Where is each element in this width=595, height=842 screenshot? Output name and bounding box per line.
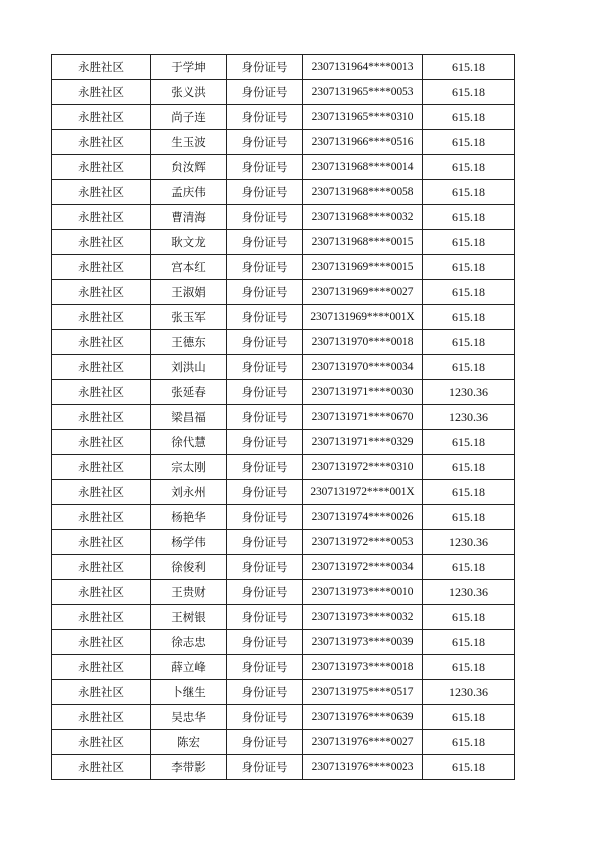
amount-cell: 615.18 bbox=[423, 180, 515, 205]
table-row bbox=[52, 305, 515, 330]
table-row bbox=[52, 55, 515, 80]
id-type-cell: 身份证号 bbox=[227, 605, 303, 630]
id-type-cell: 身份证号 bbox=[227, 755, 303, 780]
community-cell: 永胜社区 bbox=[52, 705, 151, 730]
name-cell: 徐俊利 bbox=[151, 555, 227, 580]
name-cell: 吴忠华 bbox=[151, 705, 227, 730]
table-row bbox=[52, 355, 515, 380]
community-cell: 永胜社区 bbox=[52, 205, 151, 230]
id-number-cell: 2307131972****0310 bbox=[303, 455, 423, 480]
community-cell: 永胜社区 bbox=[52, 405, 151, 430]
name-cell: 张玉军 bbox=[151, 305, 227, 330]
community-cell: 永胜社区 bbox=[52, 630, 151, 655]
table-row bbox=[52, 505, 515, 530]
amount-cell: 615.18 bbox=[423, 755, 515, 780]
amount-cell: 615.18 bbox=[423, 505, 515, 530]
table-row bbox=[52, 480, 515, 505]
community-cell: 永胜社区 bbox=[52, 105, 151, 130]
id-type-cell: 身份证号 bbox=[227, 530, 303, 555]
table-row bbox=[52, 730, 515, 755]
table-row bbox=[52, 180, 515, 205]
amount-cell: 615.18 bbox=[423, 80, 515, 105]
amount-cell: 615.18 bbox=[423, 355, 515, 380]
amount-cell: 615.18 bbox=[423, 130, 515, 155]
name-cell: 王树银 bbox=[151, 605, 227, 630]
id-type-cell: 身份证号 bbox=[227, 405, 303, 430]
id-number-cell: 2307131974****0026 bbox=[303, 505, 423, 530]
table-body bbox=[52, 55, 515, 780]
community-cell: 永胜社区 bbox=[52, 480, 151, 505]
community-cell: 永胜社区 bbox=[52, 155, 151, 180]
id-type-cell: 身份证号 bbox=[227, 80, 303, 105]
name-cell: 刘永州 bbox=[151, 480, 227, 505]
id-number-cell: 2307131968****0058 bbox=[303, 180, 423, 205]
table-row bbox=[52, 755, 515, 780]
community-cell: 永胜社区 bbox=[52, 680, 151, 705]
community-cell: 永胜社区 bbox=[52, 755, 151, 780]
table-row bbox=[52, 455, 515, 480]
id-number-cell: 2307131965****0310 bbox=[303, 105, 423, 130]
name-cell: 徐志忠 bbox=[151, 630, 227, 655]
community-cell: 永胜社区 bbox=[52, 355, 151, 380]
subsidy-roster-table bbox=[51, 54, 515, 780]
id-type-cell: 身份证号 bbox=[227, 705, 303, 730]
name-cell: 张义洪 bbox=[151, 80, 227, 105]
id-type-cell: 身份证号 bbox=[227, 155, 303, 180]
name-cell: 卜继生 bbox=[151, 680, 227, 705]
table-row bbox=[52, 155, 515, 180]
id-type-cell: 身份证号 bbox=[227, 205, 303, 230]
name-cell: 于学坤 bbox=[151, 55, 227, 80]
table-row bbox=[52, 530, 515, 555]
id-type-cell: 身份证号 bbox=[227, 305, 303, 330]
id-type-cell: 身份证号 bbox=[227, 230, 303, 255]
id-number-cell: 2307131970****0018 bbox=[303, 330, 423, 355]
id-type-cell: 身份证号 bbox=[227, 105, 303, 130]
id-number-cell: 2307131973****0039 bbox=[303, 630, 423, 655]
table-row bbox=[52, 255, 515, 280]
table-row bbox=[52, 680, 515, 705]
id-number-cell: 2307131969****0027 bbox=[303, 280, 423, 305]
name-cell: 宗太刚 bbox=[151, 455, 227, 480]
id-number-cell: 2307131970****0034 bbox=[303, 355, 423, 380]
name-cell: 刘洪山 bbox=[151, 355, 227, 380]
community-cell: 永胜社区 bbox=[52, 180, 151, 205]
amount-cell: 1230.36 bbox=[423, 530, 515, 555]
table-row bbox=[52, 605, 515, 630]
table-row bbox=[52, 330, 515, 355]
name-cell: 杨学伟 bbox=[151, 530, 227, 555]
amount-cell: 615.18 bbox=[423, 705, 515, 730]
id-type-cell: 身份证号 bbox=[227, 655, 303, 680]
id-number-cell: 2307131976****0023 bbox=[303, 755, 423, 780]
table-row bbox=[52, 280, 515, 305]
id-type-cell: 身份证号 bbox=[227, 455, 303, 480]
amount-cell: 1230.36 bbox=[423, 380, 515, 405]
id-number-cell: 2307131972****0034 bbox=[303, 555, 423, 580]
id-number-cell: 2307131976****0027 bbox=[303, 730, 423, 755]
name-cell: 宫本红 bbox=[151, 255, 227, 280]
amount-cell: 615.18 bbox=[423, 330, 515, 355]
id-type-cell: 身份证号 bbox=[227, 505, 303, 530]
amount-cell: 1230.36 bbox=[423, 580, 515, 605]
id-type-cell: 身份证号 bbox=[227, 280, 303, 305]
table-row bbox=[52, 380, 515, 405]
community-cell: 永胜社区 bbox=[52, 655, 151, 680]
name-cell: 尚子连 bbox=[151, 105, 227, 130]
name-cell: 曹清海 bbox=[151, 205, 227, 230]
community-cell: 永胜社区 bbox=[52, 580, 151, 605]
id-number-cell: 2307131968****0032 bbox=[303, 205, 423, 230]
community-cell: 永胜社区 bbox=[52, 605, 151, 630]
community-cell: 永胜社区 bbox=[52, 305, 151, 330]
id-type-cell: 身份证号 bbox=[227, 380, 303, 405]
id-number-cell: 2307131968****0014 bbox=[303, 155, 423, 180]
community-cell: 永胜社区 bbox=[52, 280, 151, 305]
id-number-cell: 2307131969****001X bbox=[303, 305, 423, 330]
community-cell: 永胜社区 bbox=[52, 230, 151, 255]
table-row bbox=[52, 130, 515, 155]
id-type-cell: 身份证号 bbox=[227, 255, 303, 280]
id-number-cell: 2307131968****0015 bbox=[303, 230, 423, 255]
amount-cell: 1230.36 bbox=[423, 405, 515, 430]
id-type-cell: 身份证号 bbox=[227, 680, 303, 705]
community-cell: 永胜社区 bbox=[52, 455, 151, 480]
amount-cell: 615.18 bbox=[423, 255, 515, 280]
community-cell: 永胜社区 bbox=[52, 530, 151, 555]
table-row bbox=[52, 555, 515, 580]
amount-cell: 615.18 bbox=[423, 230, 515, 255]
amount-cell: 615.18 bbox=[423, 155, 515, 180]
name-cell: 耿文龙 bbox=[151, 230, 227, 255]
id-type-cell: 身份证号 bbox=[227, 180, 303, 205]
name-cell: 陈宏 bbox=[151, 730, 227, 755]
amount-cell: 615.18 bbox=[423, 630, 515, 655]
id-type-cell: 身份证号 bbox=[227, 630, 303, 655]
amount-cell: 615.18 bbox=[423, 280, 515, 305]
id-number-cell: 2307131966****0516 bbox=[303, 130, 423, 155]
amount-cell: 615.18 bbox=[423, 105, 515, 130]
community-cell: 永胜社区 bbox=[52, 130, 151, 155]
amount-cell: 615.18 bbox=[423, 430, 515, 455]
id-type-cell: 身份证号 bbox=[227, 355, 303, 380]
name-cell: 薛立峰 bbox=[151, 655, 227, 680]
name-cell: 孟庆伟 bbox=[151, 180, 227, 205]
id-number-cell: 2307131973****0010 bbox=[303, 580, 423, 605]
community-cell: 永胜社区 bbox=[52, 555, 151, 580]
name-cell: 王淑娟 bbox=[151, 280, 227, 305]
community-cell: 永胜社区 bbox=[52, 80, 151, 105]
name-cell: 生玉波 bbox=[151, 130, 227, 155]
amount-cell: 615.18 bbox=[423, 605, 515, 630]
id-number-cell: 2307131973****0032 bbox=[303, 605, 423, 630]
community-cell: 永胜社区 bbox=[52, 380, 151, 405]
id-type-cell: 身份证号 bbox=[227, 330, 303, 355]
id-type-cell: 身份证号 bbox=[227, 580, 303, 605]
amount-cell: 615.18 bbox=[423, 480, 515, 505]
table-row bbox=[52, 205, 515, 230]
amount-cell: 615.18 bbox=[423, 655, 515, 680]
table-row bbox=[52, 630, 515, 655]
id-number-cell: 2307131969****0015 bbox=[303, 255, 423, 280]
amount-cell: 615.18 bbox=[423, 455, 515, 480]
id-number-cell: 2307131971****0670 bbox=[303, 405, 423, 430]
id-number-cell: 2307131973****0018 bbox=[303, 655, 423, 680]
amount-cell: 1230.36 bbox=[423, 680, 515, 705]
name-cell: 张延春 bbox=[151, 380, 227, 405]
name-cell: 徐代慧 bbox=[151, 430, 227, 455]
table-row bbox=[52, 705, 515, 730]
community-cell: 永胜社区 bbox=[52, 330, 151, 355]
id-number-cell: 2307131975****0517 bbox=[303, 680, 423, 705]
id-number-cell: 2307131964****0013 bbox=[303, 55, 423, 80]
table-row bbox=[52, 405, 515, 430]
id-type-cell: 身份证号 bbox=[227, 730, 303, 755]
id-number-cell: 2307131971****0329 bbox=[303, 430, 423, 455]
name-cell: 杨艳华 bbox=[151, 505, 227, 530]
amount-cell: 615.18 bbox=[423, 55, 515, 80]
id-number-cell: 2307131972****001X bbox=[303, 480, 423, 505]
amount-cell: 615.18 bbox=[423, 730, 515, 755]
name-cell: 贠汝辉 bbox=[151, 155, 227, 180]
id-number-cell: 2307131971****0030 bbox=[303, 380, 423, 405]
id-type-cell: 身份证号 bbox=[227, 130, 303, 155]
amount-cell: 615.18 bbox=[423, 555, 515, 580]
id-number-cell: 2307131965****0053 bbox=[303, 80, 423, 105]
id-number-cell: 2307131976****0639 bbox=[303, 705, 423, 730]
table-row bbox=[52, 80, 515, 105]
community-cell: 永胜社区 bbox=[52, 730, 151, 755]
community-cell: 永胜社区 bbox=[52, 255, 151, 280]
community-cell: 永胜社区 bbox=[52, 430, 151, 455]
table-row bbox=[52, 655, 515, 680]
table-row bbox=[52, 580, 515, 605]
table-row bbox=[52, 105, 515, 130]
community-cell: 永胜社区 bbox=[52, 55, 151, 80]
id-number-cell: 2307131972****0053 bbox=[303, 530, 423, 555]
name-cell: 王贵财 bbox=[151, 580, 227, 605]
table-row bbox=[52, 230, 515, 255]
community-cell: 永胜社区 bbox=[52, 505, 151, 530]
amount-cell: 615.18 bbox=[423, 305, 515, 330]
name-cell: 梁昌福 bbox=[151, 405, 227, 430]
name-cell: 王德东 bbox=[151, 330, 227, 355]
amount-cell: 615.18 bbox=[423, 205, 515, 230]
name-cell: 李带影 bbox=[151, 755, 227, 780]
table-row bbox=[52, 430, 515, 455]
id-type-cell: 身份证号 bbox=[227, 555, 303, 580]
id-type-cell: 身份证号 bbox=[227, 55, 303, 80]
id-type-cell: 身份证号 bbox=[227, 430, 303, 455]
id-type-cell: 身份证号 bbox=[227, 480, 303, 505]
